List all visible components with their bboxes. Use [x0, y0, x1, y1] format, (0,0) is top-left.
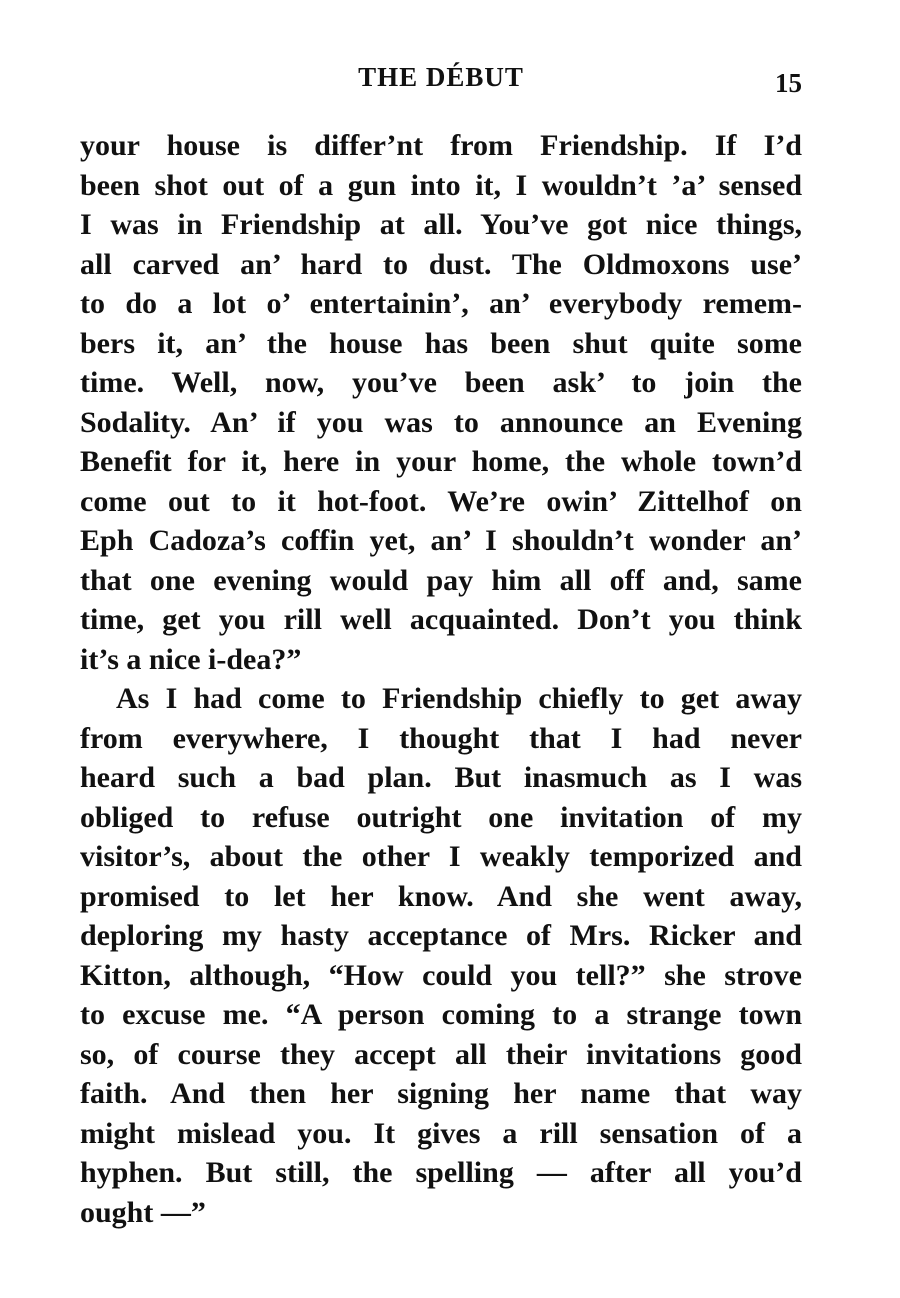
text-line: deploring my hasty acceptance of Mrs. Ricker and [80, 919, 802, 952]
text-line: to excuse me. “A person coming to a strange town [80, 998, 802, 1031]
body-text [80, 126, 802, 1232]
text-line: hyphen. But still, the spelling — after all you’d [80, 1156, 802, 1189]
running-header [80, 62, 802, 102]
text-line: faith. And then her signing her name that way [80, 1077, 802, 1110]
text-line: obliged to refuse outright one invitation of my [80, 800, 802, 834]
text-line: time. Well, now, you’ve been ask’ to join the [80, 366, 802, 399]
text-line: bers it, an’ the house has been shut quite some [80, 326, 802, 360]
text-line: heard such a bad plan. But inasmuch as I was [80, 761, 802, 794]
text-line: to do a lot o’ entertainin’, an’ everybody remem- [80, 287, 802, 320]
text-line: Kitton, although, “How could you tell?” she strove [80, 958, 802, 992]
text-line: come out to it hot-foot. We’re owin’ Zittelhof on [80, 484, 802, 518]
text-line: promised to let her know. And she went away, [80, 879, 802, 913]
text-line: time, get you rill well acquainted. Don’t you think [80, 603, 802, 636]
text-line: Sodality. An’ if you was to announce an Evening [80, 405, 802, 439]
text-line: might mislead you. It gives a rill sensation of a [80, 1116, 802, 1150]
text-line: been shot out of a gun into it, I wouldn’t ’a’ sensed [80, 168, 802, 202]
text-line: your house is differ’nt from Friendship. If I’d [80, 129, 802, 162]
paragraph-2 [80, 679, 802, 1232]
running-title: THE DÉBUT [358, 62, 524, 92]
text-line: visitor’s, about the other I weakly temporized and [80, 840, 802, 873]
text-line: from everywhere, I thought that I had never [80, 721, 802, 755]
text-line: all carved an’ hard to dust. The Oldmoxons use’ [80, 247, 802, 281]
text-line: so, of course they accept all their invitations good [80, 1037, 802, 1071]
text-line: Eph Cadoza’s coffin yet, an’ I shouldn’t wonder an’ [80, 524, 802, 557]
text-line: that one evening would pay him all off and, same [80, 563, 802, 597]
text-line: ought —” [80, 1195, 206, 1229]
text-line: it’s a nice i-dea?” [80, 642, 302, 676]
text-line: As I had come to Friendship chiefly to get away [116, 682, 802, 715]
paragraph-1 [80, 126, 802, 679]
text-line: Benefit for it, here in your home, the whole town’d [80, 445, 802, 478]
page-number: 15 [775, 68, 802, 98]
text-line: I was in Friendship at all. You’ve got nice things, [80, 208, 802, 241]
